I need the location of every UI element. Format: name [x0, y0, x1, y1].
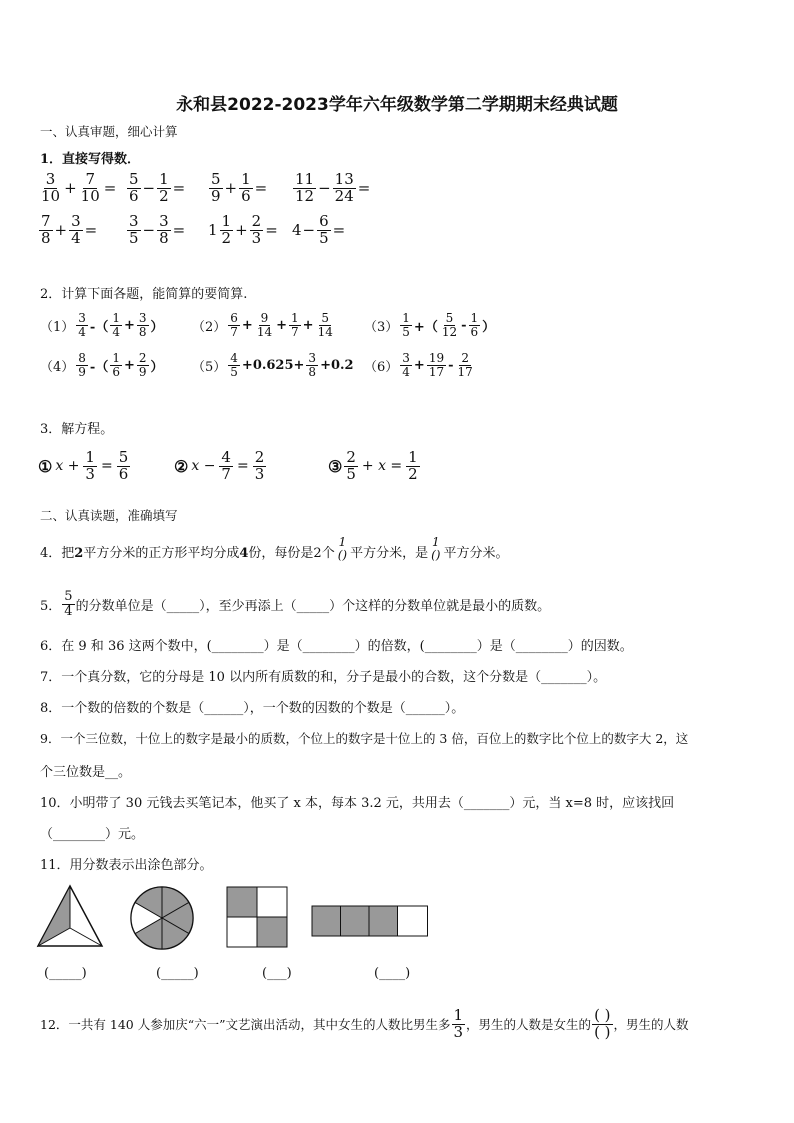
whole-number: 4: [292, 221, 302, 240]
operator: +（: [413, 319, 438, 335]
equals: =: [103, 179, 117, 198]
fraction: $\frac{6}{5}$: [319, 212, 329, 247]
q12-text-3: ，男生的人数: [613, 1017, 689, 1033]
q4: [40, 536, 508, 561]
operator: −: [142, 221, 156, 240]
fraction: $\frac{2}{9}$: [138, 351, 147, 379]
fraction: $\frac{5}{14}$: [317, 311, 333, 339]
q2-item: [192, 352, 354, 378]
q4-number-1: 2: [74, 546, 84, 562]
item-number: （1）: [40, 319, 75, 335]
operator: -（: [89, 319, 109, 335]
expression-text: =: [236, 458, 249, 475]
q2-item: [192, 312, 336, 338]
fraction: $\frac{1}{6}$: [241, 170, 251, 205]
q5-fraction: $\frac{5}{4}$: [64, 589, 73, 619]
fraction: $\frac{7}{8}$: [41, 212, 51, 247]
fraction: $\frac{2}{5}$: [346, 448, 356, 483]
q11-answer-1[interactable]: (_____): [44, 966, 87, 981]
section-1-heading: 一、认真审题，细心计算: [40, 124, 178, 139]
fraction: $\frac{4}{7}$: [221, 448, 231, 483]
fraction: $\frac{1}{2}$: [408, 448, 418, 483]
q10-line-1: 10．小明带了 30 元钱去买笔记本，他买了 x 本，每本 3.2 元，共用去（_______）元，当 x=8 时，应该找回: [40, 796, 675, 811]
q3-label: 3．解方程。: [40, 422, 114, 437]
operator: +: [123, 357, 135, 373]
fraction: $\frac{2}{3}$: [254, 448, 265, 483]
whole-number: 1: [208, 221, 218, 240]
q1-expression: [126, 214, 185, 247]
item-number: （6）: [364, 359, 399, 375]
section-2-heading: 二、认真读题，准确填写: [40, 508, 178, 523]
equals: =: [172, 221, 186, 240]
q1-label: 1．直接写得数．: [40, 152, 141, 167]
fraction: $\frac{3}{5}$: [129, 212, 139, 247]
equals: =: [332, 221, 346, 240]
operator: +: [54, 221, 68, 240]
equals: =: [254, 179, 268, 198]
expression-text: x −: [191, 458, 216, 475]
q8: 8．一个数的倍数的个数是（______），一个数的因数的个数是（______）。: [40, 701, 465, 716]
q4-number-2: 4: [239, 546, 249, 562]
q4-text-1: 4．把: [40, 546, 75, 562]
q11-answer-2[interactable]: (_____): [156, 966, 199, 981]
fraction: $\frac{19}{17}$: [428, 351, 445, 379]
operator: +: [413, 357, 425, 373]
equation-number: ②: [174, 456, 189, 476]
operator: +0.2: [320, 357, 354, 373]
page-title: 永和县2022-2023学年六年级数学第二学期期末经典试题: [176, 95, 618, 115]
operator: +: [235, 221, 248, 240]
fraction: $\frac{13}{24}$: [334, 170, 354, 205]
q2-item: [40, 312, 164, 338]
q11-answer-3[interactable]: (___): [262, 966, 292, 981]
fraction: $\frac{11}{12}$: [295, 170, 315, 205]
fraction: $\frac{5}{6}$: [129, 170, 139, 205]
q12-fraction-1: $\frac{1}{3}$: [453, 1006, 464, 1041]
q1-expression: [208, 214, 278, 247]
expression-text: =: [100, 458, 113, 475]
q5-number: 5．: [40, 598, 62, 614]
q2-item: [40, 352, 164, 378]
q4-text-3: 份，每份是: [248, 546, 314, 562]
q2-label: 2．计算下面各题，能简算的要简算.: [40, 287, 248, 302]
operator: −: [318, 179, 331, 198]
operator: ）: [482, 319, 496, 335]
q4-text-2: 平方分米的正方形平均分成: [83, 546, 240, 562]
operator: +: [224, 179, 238, 198]
operator: +: [241, 317, 253, 333]
fraction: $\frac{5}{9}$: [211, 170, 221, 205]
fraction: $\frac{7}{10}$: [80, 170, 100, 205]
q11-circle-figure: [128, 884, 196, 952]
fraction: $\frac{1}{3}$: [85, 448, 95, 483]
operator: +: [64, 179, 77, 198]
expression-text: x +: [55, 458, 80, 475]
fraction: $\frac{4}{5}$: [230, 351, 238, 379]
q11-square-figure: [226, 886, 288, 948]
fraction: $\frac{3}{8}$: [159, 212, 169, 247]
operator: −: [142, 179, 156, 198]
fraction: $\frac{3}{4}$: [78, 311, 86, 339]
q1-expression: [292, 214, 345, 247]
operator: +0.625+: [241, 357, 305, 373]
q10-line-2: （________）元。: [40, 827, 145, 842]
q3-equation: [38, 450, 131, 483]
fraction: $\frac{1}{4}$: [112, 311, 120, 339]
fraction: $\frac{6}{7}$: [230, 311, 238, 339]
q1-expression: [38, 172, 116, 205]
q2-item: [364, 352, 476, 378]
fraction: $\frac{1}{5}$: [402, 311, 410, 339]
q4-text-5: 平方分米，是: [350, 546, 429, 562]
fraction: $\frac{9}{14}$: [256, 311, 273, 339]
q12-text-1: 12．一共有 140 人参加庆“六一”文艺演出活动，其中女生的人数比男生多: [40, 1017, 451, 1033]
fraction: $\frac{3}{8}$: [138, 311, 147, 339]
q12: [40, 1008, 689, 1041]
q5: [40, 590, 550, 618]
q1-expression: [292, 172, 370, 205]
equals: =: [172, 179, 186, 198]
item-number: （2）: [192, 319, 227, 335]
q3-equation: [174, 450, 267, 483]
q12-text-2: ，男生的人数是女生的: [466, 1017, 592, 1033]
fraction: $\frac{8}{9}$: [78, 351, 86, 379]
operator: +: [276, 317, 288, 333]
operator: -: [448, 357, 454, 373]
q11-label: 11．用分数表示出涂色部分。: [40, 858, 213, 873]
expression-text: + x =: [361, 458, 403, 475]
fraction: $\frac{3}{4}$: [402, 351, 410, 379]
q2-item: [364, 312, 495, 338]
equation-number: ③: [328, 456, 343, 476]
fraction: $\frac{3}{10}$: [41, 170, 61, 205]
equation-number: ①: [38, 456, 53, 476]
operator: +: [123, 317, 135, 333]
q12-fraction-2[interactable]: $\frac{( )}{( )}$: [594, 1006, 611, 1041]
fraction: $\frac{2}{17}$: [457, 351, 473, 379]
item-number: （5）: [192, 359, 227, 375]
item-number: （3）: [364, 319, 399, 335]
operator: -（: [89, 359, 109, 375]
q11-triangle-figure: [36, 884, 106, 950]
item-number: （4）: [40, 359, 75, 375]
operator: -: [461, 317, 467, 333]
fraction: $\frac{1}{2}$: [221, 212, 232, 247]
fraction: $\frac{1}{6}$: [112, 351, 120, 379]
equals: =: [357, 179, 371, 198]
q6: 6．在 9 和 36 这两个数中，(________）是（________）的倍数，(________）是（________）的因数。: [40, 639, 633, 654]
q1-expression: [126, 172, 185, 205]
operator: +: [302, 317, 314, 333]
fraction: $\frac{5}{12}$: [441, 311, 458, 339]
q11-rectangle-figure: [311, 905, 429, 937]
equals: =: [265, 221, 278, 240]
fraction: $\frac{1}{6}$: [470, 311, 479, 339]
q9-line-2: 个三位数是__。: [40, 765, 132, 780]
fraction: $\frac{5}{6}$: [118, 448, 129, 483]
q1-expression: [38, 214, 97, 247]
fraction: $\frac{3}{8}$: [308, 351, 317, 379]
q4-text-6: 平方分米。: [443, 546, 509, 562]
q4-text-4: 个: [321, 546, 335, 562]
q1-expression: [208, 172, 267, 205]
operator: −: [302, 221, 316, 240]
fraction: $\frac{2}{3}$: [251, 212, 262, 247]
operator: ）: [150, 319, 164, 335]
q9-line-1: 9．一个三位数，十位上的数字是最小的质数，个位上的数字是十位上的 3 倍，百位上的数字比个位上的数字大 2，这: [40, 731, 689, 746]
q7: 7．一个真分数，它的分母是 10 以内所有质数的和，分子是最小的合数，这个分数是（_______）。: [40, 670, 607, 685]
equals: =: [84, 221, 98, 240]
q4-fraction-2: 1 (): [431, 535, 441, 562]
fraction: $\frac{1}{7}$: [291, 311, 299, 339]
q11-answer-4[interactable]: (____): [374, 966, 411, 981]
fraction: $\frac{3}{4}$: [71, 212, 81, 247]
q3-equation: [328, 450, 421, 483]
q4-fraction-1: 1 (): [337, 535, 348, 562]
fraction: $\frac{1}{2}$: [159, 170, 169, 205]
operator: ）: [150, 359, 164, 375]
q5-text: 的分数单位是（_____），至少再添上（_____）个这样的分数单位就是最小的质数。: [75, 598, 551, 614]
q4-number-3: 2: [313, 546, 322, 562]
